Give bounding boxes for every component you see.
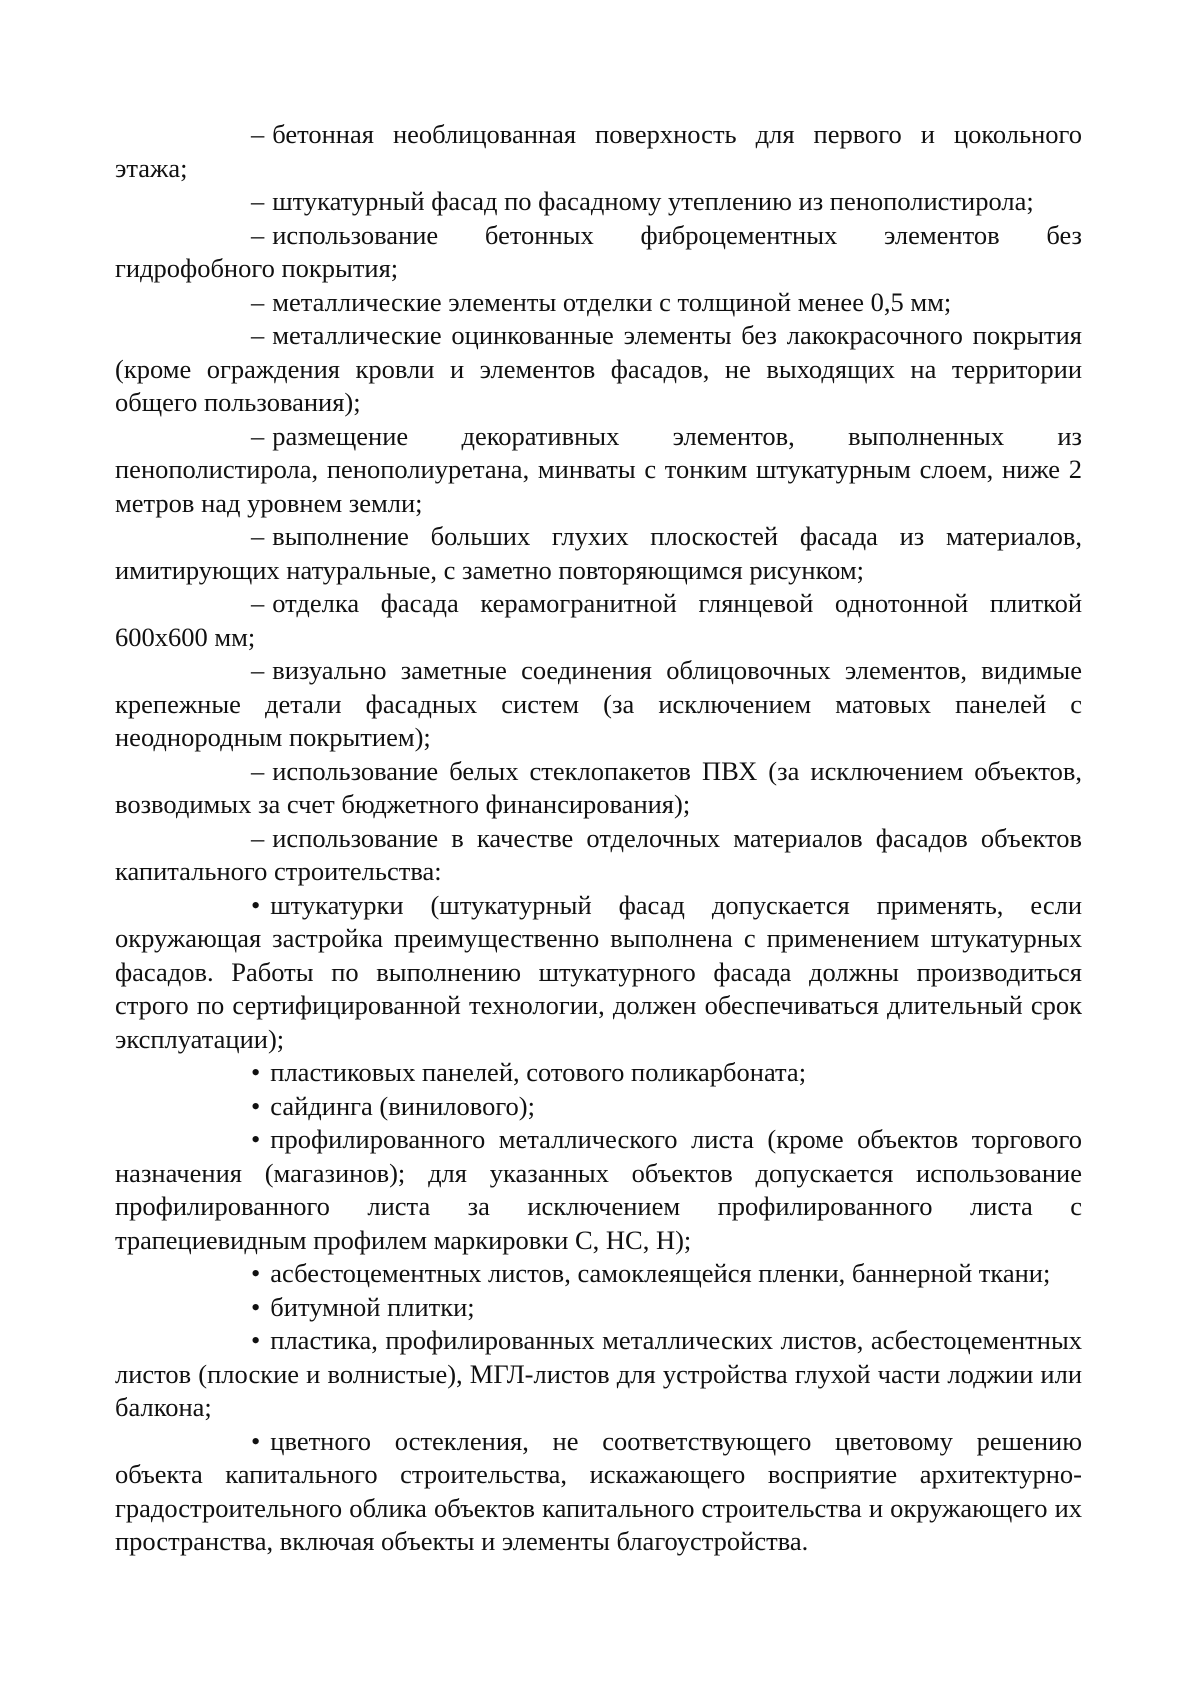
dash-marker: – [251, 219, 265, 250]
bullet-item-text: профилированного металлического листа (кроме объектов торгового назначения (магазинов); для указанных объектов допускается использование профилированного листа за исключением профилированного листа с трапециевидным профилем маркировки С, НС, Н); [115, 1124, 1082, 1255]
bullet-marker: • [251, 1325, 261, 1355]
bullet-marker: • [251, 1090, 261, 1121]
list-item [115, 755, 1082, 822]
list-item [115, 319, 1082, 420]
list-item-text: металлические оцинкованные элементы без лакокрасочного покрытия (кроме ограждения кровли и элементов фасадов, не выходящих на территории общего пользования); [115, 320, 1082, 417]
list-item [115, 654, 1082, 755]
bullet-item [115, 1123, 1082, 1257]
dash-marker: – [251, 755, 265, 786]
list-item-text: штукатурный фасад по фасадному утеплению из пенополистирола; [272, 186, 1034, 216]
dash-marker: – [251, 521, 265, 551]
list-item-text: отделка фасада керамогранитной глянцевой однотонной плиткой 600х600 мм; [115, 588, 1082, 652]
bullet-item [115, 1257, 1082, 1291]
bullet-item-text: сайдинга (винилового); [270, 1090, 535, 1121]
dash-marker: – [251, 588, 265, 618]
bullet-item [115, 1425, 1082, 1559]
list-item-text: использование в качестве отделочных материалов фасадов объектов капитального строительства: [115, 822, 1082, 886]
dash-marker: – [251, 186, 265, 216]
bullet-item-text: пластика, профилированных металлических листов, асбестоцементных листов (плоские и волнистые), МГЛ-листов для устройства глухой части лоджии или балкона; [115, 1325, 1082, 1422]
bullet-item [115, 889, 1082, 1057]
list-item [115, 587, 1082, 654]
dash-marker: – [251, 822, 265, 853]
dash-marker: – [251, 655, 265, 685]
dash-marker: – [251, 119, 265, 149]
list-item [115, 822, 1082, 889]
bullet-item [115, 1324, 1082, 1425]
bullet-marker: • [251, 1057, 261, 1087]
bullet-marker: • [251, 1425, 261, 1456]
list-item [115, 185, 1082, 219]
bullet-item [115, 1090, 1082, 1124]
bullet-item-text: битумной плитки; [270, 1291, 475, 1322]
list-item-text: выполнение больших глухих плоскостей фасада из материалов, имитирующих натуральные, с заметно повторяющимся рисунком; [115, 521, 1082, 585]
bullet-item-text: цветного остекления, не соответствующего цветовому решению объекта капитального строительства, искажающего восприятие архитектурно-градостроительного облика объектов капитального строительства и окружающего их пространства, включая объекты и элементы благоустройства. [115, 1425, 1082, 1556]
list-item-text: визуально заметные соединения облицовочных элементов, видимые крепежные детали фасадных систем (за исключением матовых панелей с неоднородным покрытием); [115, 655, 1082, 752]
bullet-item-text: пластиковых панелей, сотового поликарбоната; [270, 1057, 807, 1087]
bullet-item [115, 1291, 1082, 1325]
bullet-marker: • [251, 1124, 261, 1154]
bullet-item-text: штукатурки (штукатурный фасад допускается применять, если окружающая застройка преимущественно выполнена с применением штукатурных фасадов. Работы по выполнению штукатурного фасада должны производиться строго по сертифицированной технологии, должен обеспечиваться длительный срок эксплуатации); [115, 889, 1082, 1054]
list-item-text: использование бетонных фиброцементных элементов без гидрофобного покрытия; [115, 219, 1082, 283]
list-item-text: использование белых стеклопакетов ПВХ (за исключением объектов, возводимых за счет бюджетного финансирования); [115, 755, 1082, 819]
list-item [115, 219, 1082, 286]
list-item [115, 520, 1082, 587]
bullet-item-text: асбестоцементных листов, самоклеящейся пленки, баннерной ткани; [270, 1258, 1051, 1288]
dash-marker: – [251, 286, 265, 317]
list-item [115, 286, 1082, 320]
bullet-marker: • [251, 1291, 261, 1322]
list-item-text: металлические элементы отделки с толщиной менее 0,5 мм; [272, 286, 952, 317]
list-item [115, 118, 1082, 185]
bullet-marker: • [251, 889, 261, 920]
list-item-text: бетонная необлицованная поверхность для первого и цокольного этажа; [115, 119, 1082, 183]
document-body [115, 118, 1082, 1559]
bullet-marker: • [251, 1258, 261, 1288]
list-item-text: размещение декоративных элементов, выполненных из пенополистирола, пенополиуретана, минваты с тонким штукатурным слоем, ниже 2 метров над уровнем земли; [115, 420, 1082, 518]
list-item [115, 420, 1082, 521]
dash-marker: – [251, 320, 265, 350]
dash-marker: – [251, 420, 265, 451]
bullet-item [115, 1056, 1082, 1090]
